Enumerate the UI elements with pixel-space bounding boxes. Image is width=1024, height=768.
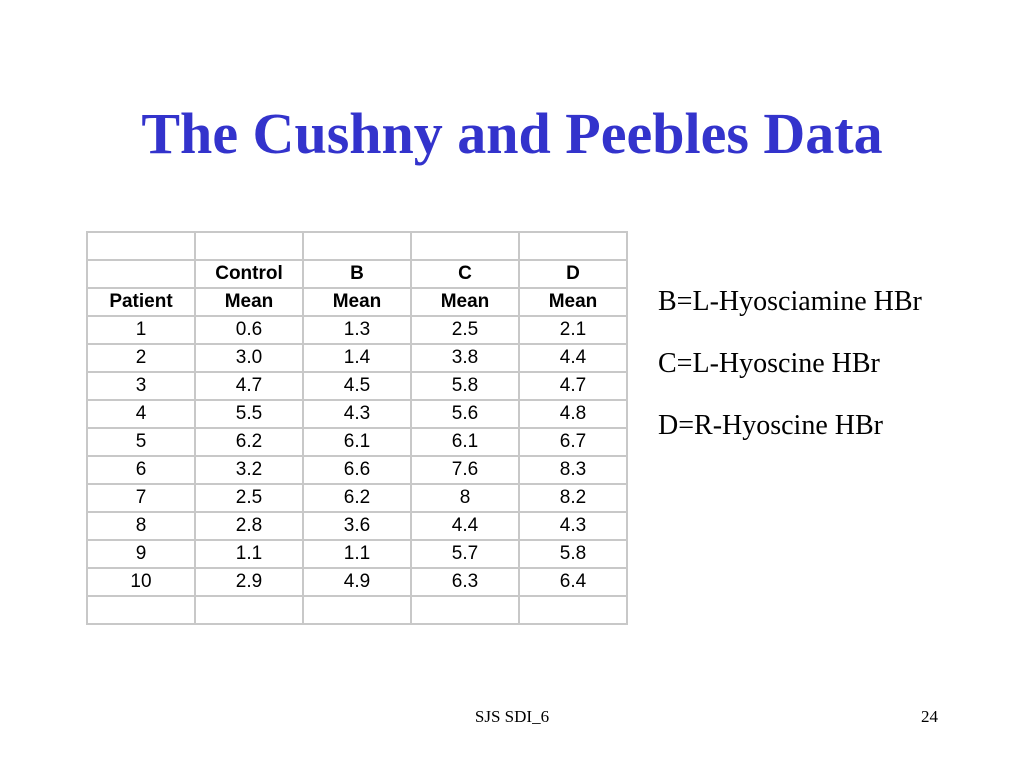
table-cell: 2 [87, 344, 195, 372]
table-cell: 9 [87, 540, 195, 568]
header-cell: Mean [195, 288, 303, 316]
table-row [87, 344, 627, 372]
table-cell: 6.1 [303, 428, 411, 456]
table-cell: 6 [87, 456, 195, 484]
table-cell: 2.5 [195, 484, 303, 512]
table-cell: 2.9 [195, 568, 303, 596]
table-cell: 8.2 [519, 484, 627, 512]
header-cell: D [519, 260, 627, 288]
table-cell: 8 [411, 484, 519, 512]
table-cell [195, 232, 303, 260]
header-cell: Mean [411, 288, 519, 316]
table-cell [303, 232, 411, 260]
table-row [87, 568, 627, 596]
table-cell: 1.1 [303, 540, 411, 568]
table-cell: 6.6 [303, 456, 411, 484]
footer-label: SJS SDI_6 [474, 707, 550, 726]
header-cell [87, 260, 195, 288]
table-cell: 2.5 [411, 316, 519, 344]
table-cell: 2.1 [519, 316, 627, 344]
table-cell: 4.9 [303, 568, 411, 596]
table-cell [87, 596, 195, 624]
table-row [87, 316, 627, 344]
table-cell: 4.5 [303, 372, 411, 400]
table-cell: 8.3 [519, 456, 627, 484]
table-row-blank-bottom [87, 596, 627, 624]
header-cell: Control [195, 260, 303, 288]
table-cell: 6.1 [411, 428, 519, 456]
table-row [87, 428, 627, 456]
table-row-blank-top [87, 232, 627, 260]
table-cell: 6.3 [411, 568, 519, 596]
table-cell: 6.2 [195, 428, 303, 456]
table-cell: 7.6 [411, 456, 519, 484]
table-cell: 5.8 [519, 540, 627, 568]
table-cell [411, 232, 519, 260]
table-cell [519, 232, 627, 260]
legend-item-c: C=L-Hyoscine HBr [658, 348, 880, 379]
table-cell [519, 596, 627, 624]
header-cell: B [303, 260, 411, 288]
header-cell: Mean [303, 288, 411, 316]
table-cell: 5.7 [411, 540, 519, 568]
table-cell: 8 [87, 512, 195, 540]
table-cell: 6.2 [303, 484, 411, 512]
table-cell: 4.3 [303, 400, 411, 428]
table-cell: 1.4 [303, 344, 411, 372]
table-cell: 4 [87, 400, 195, 428]
table-cell: 4.7 [519, 372, 627, 400]
legend-item-d: D=R-Hyoscine HBr [658, 410, 883, 441]
table-cell: 0.6 [195, 316, 303, 344]
table-cell: 3.8 [411, 344, 519, 372]
table-cell: 3.6 [303, 512, 411, 540]
table-cell: 1.1 [195, 540, 303, 568]
table-cell: 4.7 [195, 372, 303, 400]
table-cell: 1 [87, 316, 195, 344]
table-cell: 10 [87, 568, 195, 596]
table-header-row-1 [87, 260, 627, 288]
header-cell: Mean [519, 288, 627, 316]
data-table [86, 231, 628, 625]
page-number: 24 [921, 707, 938, 726]
table-row [87, 400, 627, 428]
table-cell [87, 232, 195, 260]
header-cell: Patient [87, 288, 195, 316]
table-cell: 4.4 [411, 512, 519, 540]
legend-item-b: B=L-Hyosciamine HBr [658, 286, 922, 317]
table-cell: 4.3 [519, 512, 627, 540]
table-row [87, 372, 627, 400]
table-cell: 6.4 [519, 568, 627, 596]
table-cell: 7 [87, 484, 195, 512]
table-cell: 5.6 [411, 400, 519, 428]
table-cell: 1.3 [303, 316, 411, 344]
table-row [87, 540, 627, 568]
table-row [87, 512, 627, 540]
table-cell: 5 [87, 428, 195, 456]
table-cell: 3.2 [195, 456, 303, 484]
table-cell: 2.8 [195, 512, 303, 540]
table-row [87, 484, 627, 512]
table-cell: 6.7 [519, 428, 627, 456]
table-cell: 3 [87, 372, 195, 400]
table-cell [303, 596, 411, 624]
legend [658, 282, 922, 468]
table-cell [411, 596, 519, 624]
table-cell: 4.8 [519, 400, 627, 428]
table-cell: 4.4 [519, 344, 627, 372]
header-cell: C [411, 260, 519, 288]
slide-title: The Cushny and Peebles Data [141, 101, 883, 166]
table-row [87, 456, 627, 484]
table-cell: 5.5 [195, 400, 303, 428]
table-header-row-2 [87, 288, 627, 316]
table-cell: 5.8 [411, 372, 519, 400]
table-cell [195, 596, 303, 624]
table-cell: 3.0 [195, 344, 303, 372]
